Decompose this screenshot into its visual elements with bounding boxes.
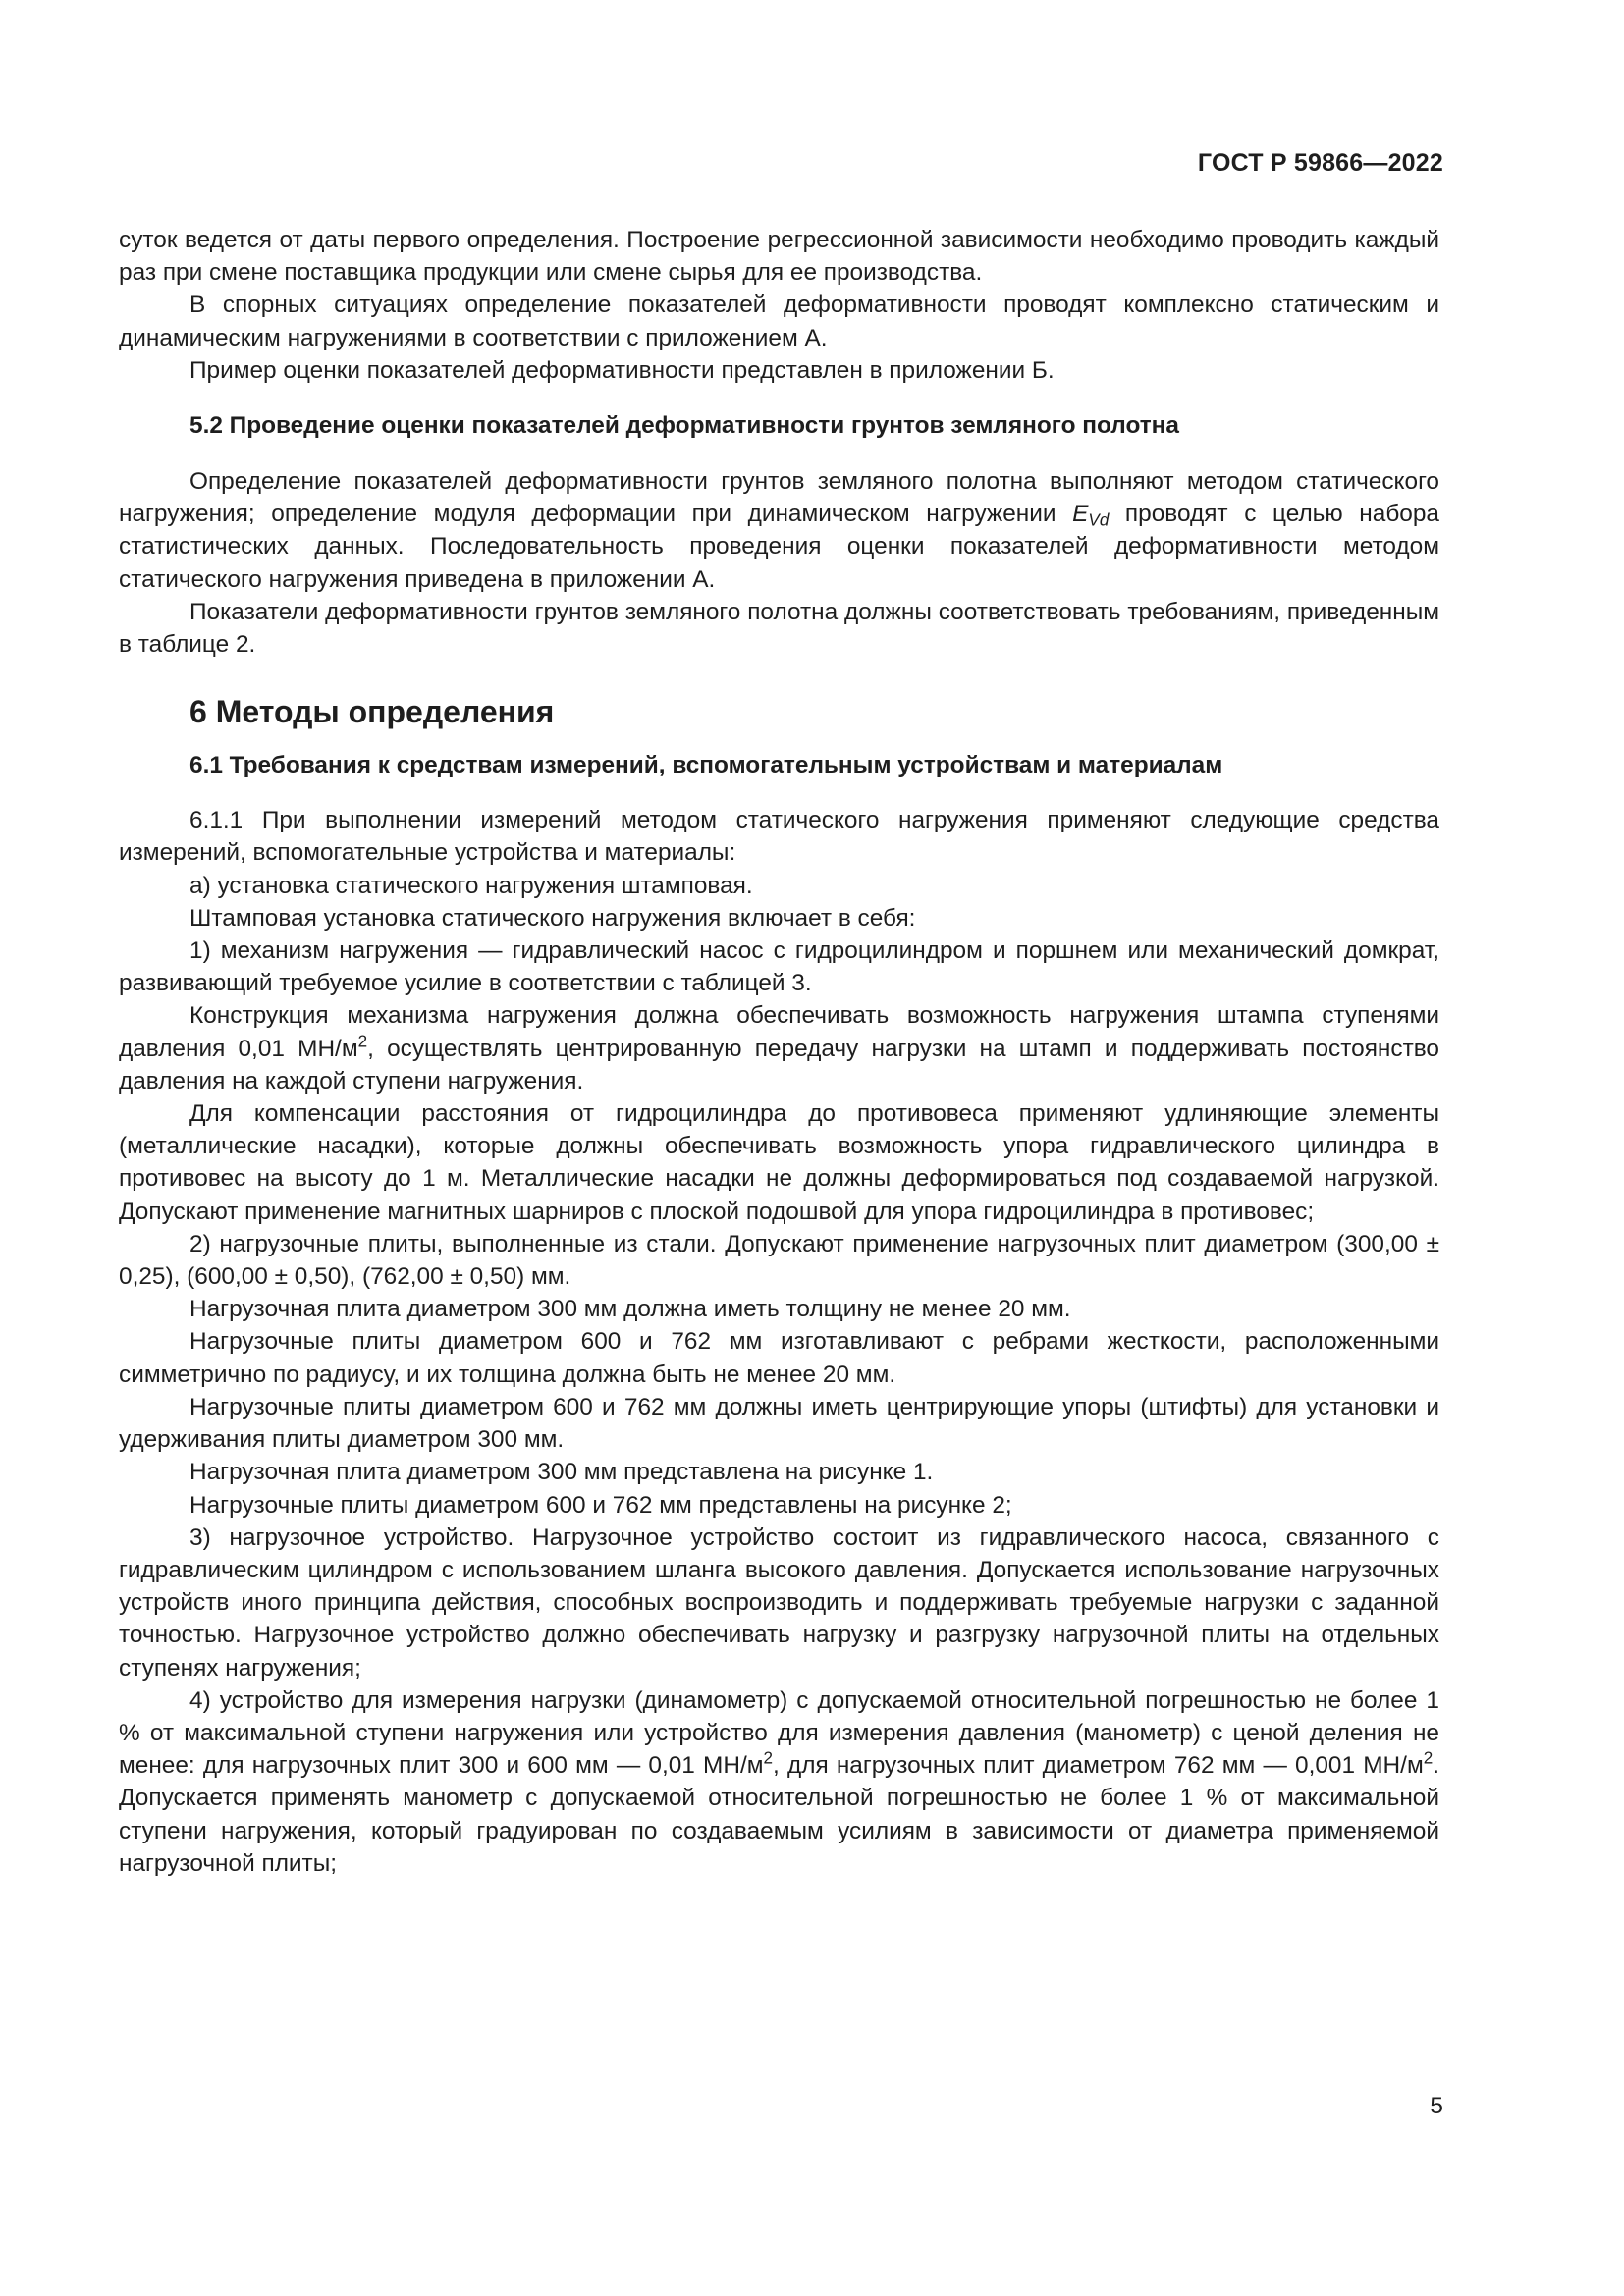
text-run: Определение показателей деформативности грунтов земляного полотна выполняют методом статического нагружения; определение модуля деформации при динамическом нагружении (119, 468, 1439, 528)
text-run: Конструкция механизма нагружения должна обеспечивать возможность нагружения штампа ступенями давления 0,01 МН/м (119, 1002, 1439, 1062)
superscript: 2 (763, 1748, 774, 1768)
text-run: , осуществлять центрированную передачу нагрузки на штамп и поддерживать постоянство давления на каждой ступени нагружения. (119, 1035, 1439, 1095)
paragraph-plates-600-762: Нагрузочные плиты диаметром 600 и 762 мм изготавливают с ребрами жесткости, расположенными симметрично по радиусу, и их толщина должна быть не менее 20 мм. (119, 1328, 1439, 1388)
section-6-heading: 6 Методы определения (189, 694, 555, 730)
paragraph-includes: Штамповая установка статического нагружения включает в себя: (189, 904, 916, 932)
superscript: 2 (357, 1032, 368, 1051)
section-5-2-heading: 5.2 Проведение оценки показателей деформативности грунтов земляного полотна (189, 412, 1179, 440)
section-6-1-heading: 6.1 Требования к средствам измерений, вспомогательным устройствам и материалам (189, 752, 1223, 779)
page-number: 5 (1430, 2093, 1443, 2119)
list-item-3: 3) нагрузочное устройство. Нагрузочное устройство состоит из гидравлического насоса, связанного с гидравлическим цилиндром с использованием шланга высокого давления. Допускается использование нагрузочных устройств иного принципа действия, способных воспроизводить и поддерживать требуемые нагрузки с заданной точностью. Нагрузочное устройство должно обеспечивать нагрузку и разгрузку нагрузочной плиты на отдельных ступенях нагружения; (119, 1523, 1439, 1682)
paragraph-plate-300: Нагрузочная плита диаметром 300 мм должна иметь толщину не менее 20 мм. (189, 1296, 1071, 1323)
superscript: 2 (1423, 1748, 1434, 1768)
paragraph-centering-stops: Нагрузочные плиты диаметром 600 и 762 мм должны иметь центрирующие упоры (штифты) для установки и удерживания плиты диаметром 300 мм. (119, 1393, 1439, 1454)
paragraph-figure-2-ref: Нагрузочные плиты диаметром 600 и 762 мм представлены на рисунке 2; (189, 1491, 1012, 1519)
document-code: ГОСТ Р 59866—2022 (1197, 149, 1443, 177)
text-run: . Допускается применять манометр с допускаемой относительной погрешностью не более 1 % от максимальной ступени нагружения, который градуирован по создаваемым усилиям в зависимости от диаметра применяемой нагрузочной плиты; (119, 1752, 1439, 1877)
text-run: 4) устройство для измерения нагрузки (динамометр) с допускаемой относительной погрешностью не более 1 % от максимальной ступени нагружения или устройство для измерения давления (манометр) с ценой деления не менее: для нагрузочных плит 300 и 600 мм — 0,01 МН/м (119, 1686, 1439, 1780)
list-item-a: а) установка статического нагружения штамповая. (189, 872, 753, 899)
list-item-4 (119, 1684, 1439, 1880)
symbol-e: E (1072, 501, 1089, 528)
paragraph-example: Пример оценки показателей деформативности представлен в приложении Б. (189, 356, 1055, 384)
paragraph-5-2-method (119, 465, 1439, 596)
list-item-1: 1) механизм нагружения — гидравлический насос с гидроцилиндром и поршнем или механический домкрат, развивающий требуемое усилие в соответствии с таблицей 3. (119, 937, 1439, 997)
text-run: , для нагрузочных плит диаметром 762 мм — 0,001 МН/м (773, 1752, 1424, 1780)
page-body (119, 224, 1439, 1880)
text-run: проводят с целью набора статистических данных. Последовательность проведения оценки показателей деформативности методом статического нагружения приведена в приложении А. (119, 501, 1439, 593)
paragraph-continuation: суток ведется от даты первого определения. Построение регрессионной зависимости необходимо проводить каждый раз при смене поставщика продукции или смене сырья для ее производства. (119, 227, 1439, 287)
paragraph-5-2-requirements: Показатели деформативности грунтов земляного полотна должны соответствовать требованиям, приведенным в таблице 2. (119, 598, 1439, 659)
paragraph-6-1-1: 6.1.1 При выполнении измерений методом статического нагружения применяют следующие средства измерений, вспомогательные устройства и материалы: (119, 807, 1439, 867)
symbol-subscript: Vd (1088, 510, 1110, 530)
paragraph-figure-1-ref: Нагрузочная плита диаметром 300 мм представлена на рисунке 1. (189, 1459, 934, 1486)
paragraph-construction (119, 999, 1439, 1097)
paragraph-compensation: Для компенсации расстояния от гидроцилиндра до противовеса применяют удлиняющие элементы (металлические насадки), которые должны обеспечивать возможность упора гидравлического цилиндра в противовес на высоту до 1 м. Металлические насадки не должны деформироваться под создаваемой нагрузкой. Допускают применение магнитных шарниров с плоской подошвой для упора гидроцилиндра в противовес; (119, 1100, 1439, 1225)
list-item-2: 2) нагрузочные плиты, выполненные из стали. Допускают применение нагрузочных плит диаметром (300,00 ± 0,25), (600,00 ± 0,50), (762,00 ± 0,50) мм. (119, 1230, 1439, 1291)
paragraph-disputes: В спорных ситуациях определение показателей деформативности проводят комплексно статическим и динамическим нагружениями в соответствии с приложением А. (119, 292, 1439, 351)
